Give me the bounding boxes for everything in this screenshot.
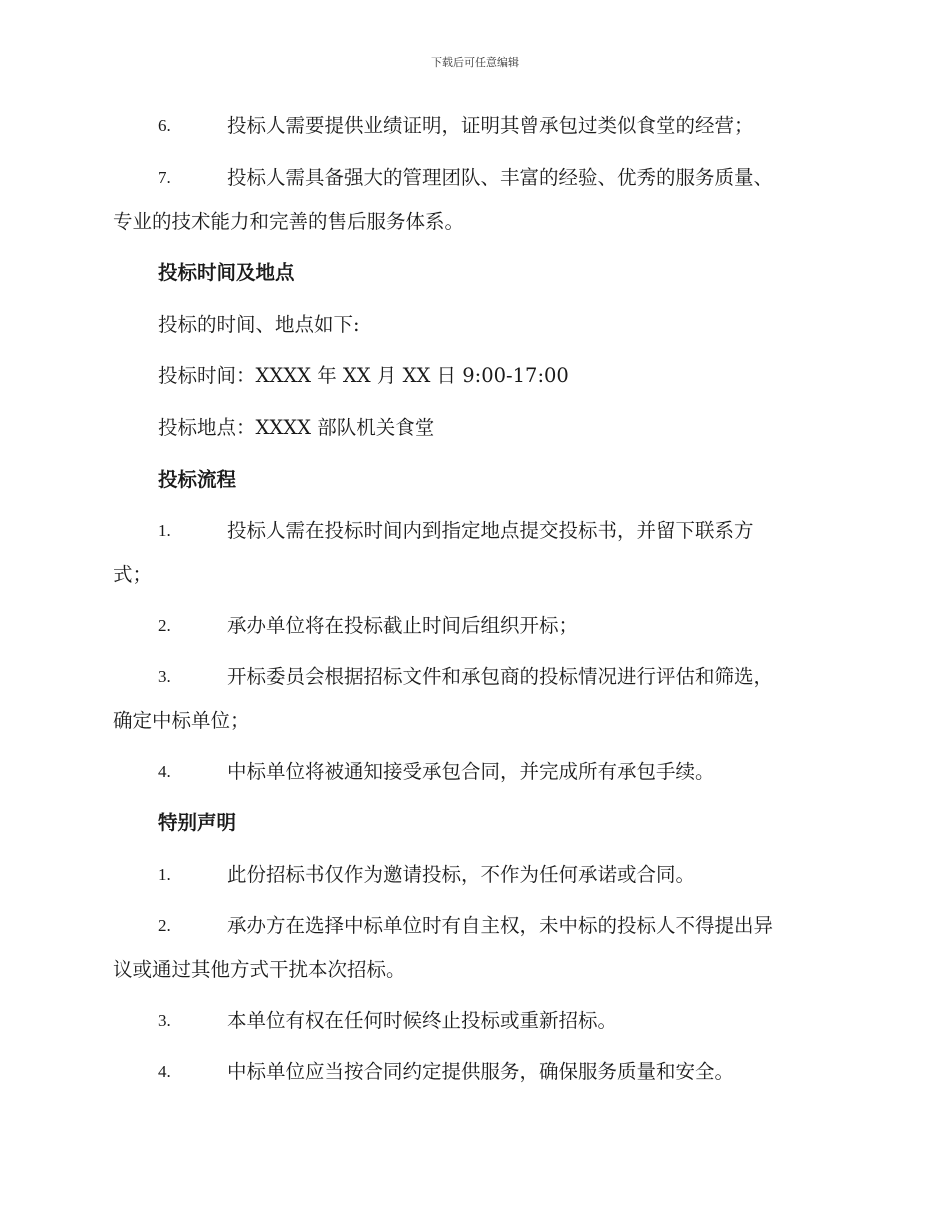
section-heading-statement: 特别声明 xyxy=(158,811,237,834)
item-number: 1. xyxy=(158,521,171,540)
list-item xyxy=(113,604,838,648)
item-text: 投标人需在投标时间内到指定地点提交投标书，并留下联系方 xyxy=(227,519,754,542)
item-number: 4. xyxy=(158,762,171,781)
item-text: 中标单位将被通知接受承包合同，并完成所有承包手续。 xyxy=(227,760,715,783)
item-text: 此份招标书仅作为邀请投标，不作为任何承诺或合同。 xyxy=(227,863,696,886)
list-item xyxy=(113,750,838,794)
item-text-continued: 专业的技术能力和完善的售后服务体系。 xyxy=(113,210,465,233)
item-number: 4. xyxy=(158,1062,171,1081)
paragraph-time: 投标时间：XXXX 年 XX 月 XX 日 9:00-17:00 xyxy=(158,364,569,387)
item-number: 3. xyxy=(158,1011,171,1030)
item-text: 投标人需要提供业绩证明，证明其曾承包过类似食堂的经营； xyxy=(227,114,754,137)
item-text: 开标委员会根据招标文件和承包商的投标情况进行评估和筛选， xyxy=(227,665,774,688)
list-item xyxy=(113,904,838,992)
item-number: 7. xyxy=(158,168,171,187)
list-item xyxy=(113,104,838,148)
item-text: 投标人需具备强大的管理团队、丰富的经验、优秀的服务质量、 xyxy=(227,166,774,189)
paragraph-place: 投标地点：XXXX 部队机关食堂 xyxy=(158,416,435,439)
item-text: 本单位有权在任何时候终止投标或重新招标。 xyxy=(227,1009,618,1032)
list-item xyxy=(113,509,838,597)
item-text-continued: 式； xyxy=(113,563,153,586)
section-heading-process: 投标流程 xyxy=(158,468,237,491)
item-text: 承办方在选择中标单位时有自主权，未中标的投标人不得提出异 xyxy=(227,914,774,937)
item-text-continued: 确定中标单位； xyxy=(113,709,250,732)
list-item xyxy=(113,655,838,743)
item-text: 承办单位将在投标截止时间后组织开标； xyxy=(227,614,579,637)
page-header: 下载后可任意编辑 xyxy=(431,56,519,69)
item-number: 3. xyxy=(158,667,171,686)
list-item xyxy=(113,156,838,244)
item-number: 2. xyxy=(158,616,171,635)
item-number: 2. xyxy=(158,916,171,935)
paragraph-intro: 投标的时间、地点如下: xyxy=(158,313,360,336)
item-text: 中标单位应当按合同约定提供服务，确保服务质量和安全。 xyxy=(227,1060,735,1083)
item-number: 1. xyxy=(158,865,171,884)
list-item xyxy=(113,853,838,897)
list-item xyxy=(113,1050,838,1094)
section-heading-time-place: 投标时间及地点 xyxy=(158,261,295,284)
item-text-continued: 议或通过其他方式干扰本次招标。 xyxy=(113,958,406,981)
list-item xyxy=(113,999,838,1043)
item-number: 6. xyxy=(158,116,171,135)
